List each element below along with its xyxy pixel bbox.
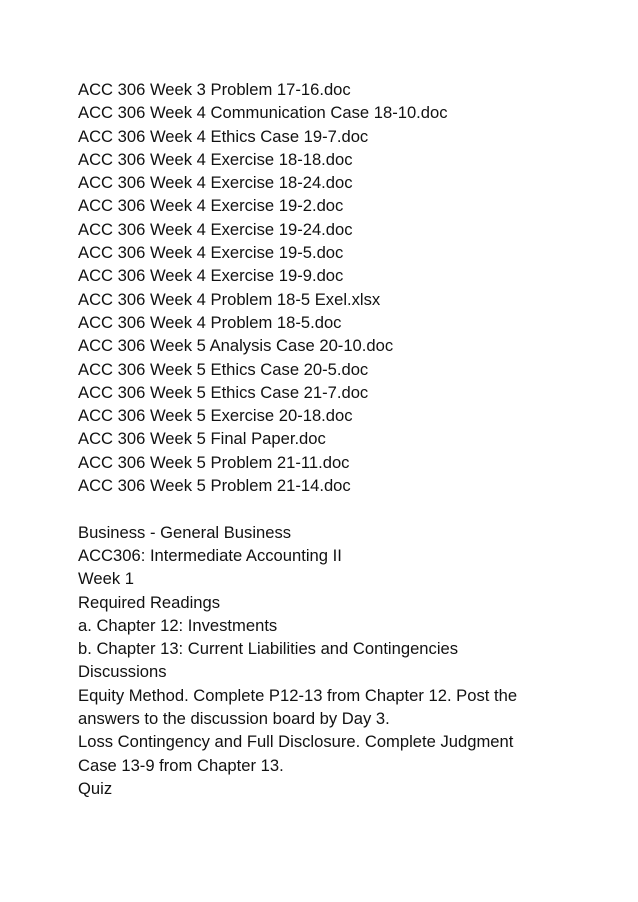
- file-list-item: ACC 306 Week 4 Communication Case 18-10.doc: [78, 103, 448, 123]
- file-list-item: ACC 306 Week 4 Problem 18-5 Exel.xlsx: [78, 289, 381, 309]
- course-category: Business - General Business: [78, 522, 292, 542]
- file-list-item: ACC 306 Week 5 Final Paper.doc: [78, 429, 326, 449]
- quiz-heading: Quiz: [78, 778, 113, 798]
- discussions-heading: Discussions: [78, 662, 167, 682]
- course-section: [78, 521, 598, 801]
- file-list-item: ACC 306 Week 5 Ethics Case 20-5.doc: [78, 359, 369, 379]
- file-list-item: ACC 306 Week 5 Problem 21-14.doc: [78, 476, 351, 496]
- document-page: [78, 78, 598, 800]
- file-list-item: ACC 306 Week 5 Exercise 20-18.doc: [78, 406, 353, 426]
- readings-heading: Required Readings: [78, 592, 221, 612]
- file-list-item: ACC 306 Week 4 Exercise 19-5.doc: [78, 243, 344, 263]
- discussion-text: Equity Method. Complete P12-13 from Chapter 12. Post the: [78, 685, 518, 705]
- discussion-text: Case 13-9 from Chapter 13.: [78, 755, 284, 775]
- file-list-item: ACC 306 Week 4 Exercise 19-24.doc: [78, 219, 353, 239]
- file-list-item: ACC 306 Week 4 Exercise 18-24.doc: [78, 173, 353, 193]
- file-list-item: ACC 306 Week 5 Analysis Case 20-10.doc: [78, 336, 394, 356]
- discussion-text: Loss Contingency and Full Disclosure. Complete Judgment: [78, 732, 514, 752]
- course-title: ACC306: Intermediate Accounting II: [78, 545, 342, 565]
- file-list-item: ACC 306 Week 4 Exercise 19-9.doc: [78, 266, 344, 286]
- paragraph-spacer: [78, 497, 598, 520]
- file-list-item: ACC 306 Week 5 Ethics Case 21-7.doc: [78, 382, 369, 402]
- discussion-text: answers to the discussion board by Day 3.: [78, 709, 390, 729]
- file-list: [78, 78, 598, 497]
- file-list-item: ACC 306 Week 4 Problem 18-5.doc: [78, 312, 342, 332]
- file-list-item: ACC 306 Week 4 Exercise 18-18.doc: [78, 149, 353, 169]
- file-list-item: ACC 306 Week 5 Problem 21-11.doc: [78, 452, 350, 472]
- file-list-item: ACC 306 Week 4 Ethics Case 19-7.doc: [78, 126, 369, 146]
- file-list-item: ACC 306 Week 4 Exercise 19-2.doc: [78, 196, 344, 216]
- reading-item: a. Chapter 12: Investments: [78, 615, 278, 635]
- week-heading: Week 1: [78, 569, 134, 589]
- reading-item: b. Chapter 13: Current Liabilities and Contingencies: [78, 639, 459, 659]
- file-list-item: ACC 306 Week 3 Problem 17-16.doc: [78, 80, 351, 99]
